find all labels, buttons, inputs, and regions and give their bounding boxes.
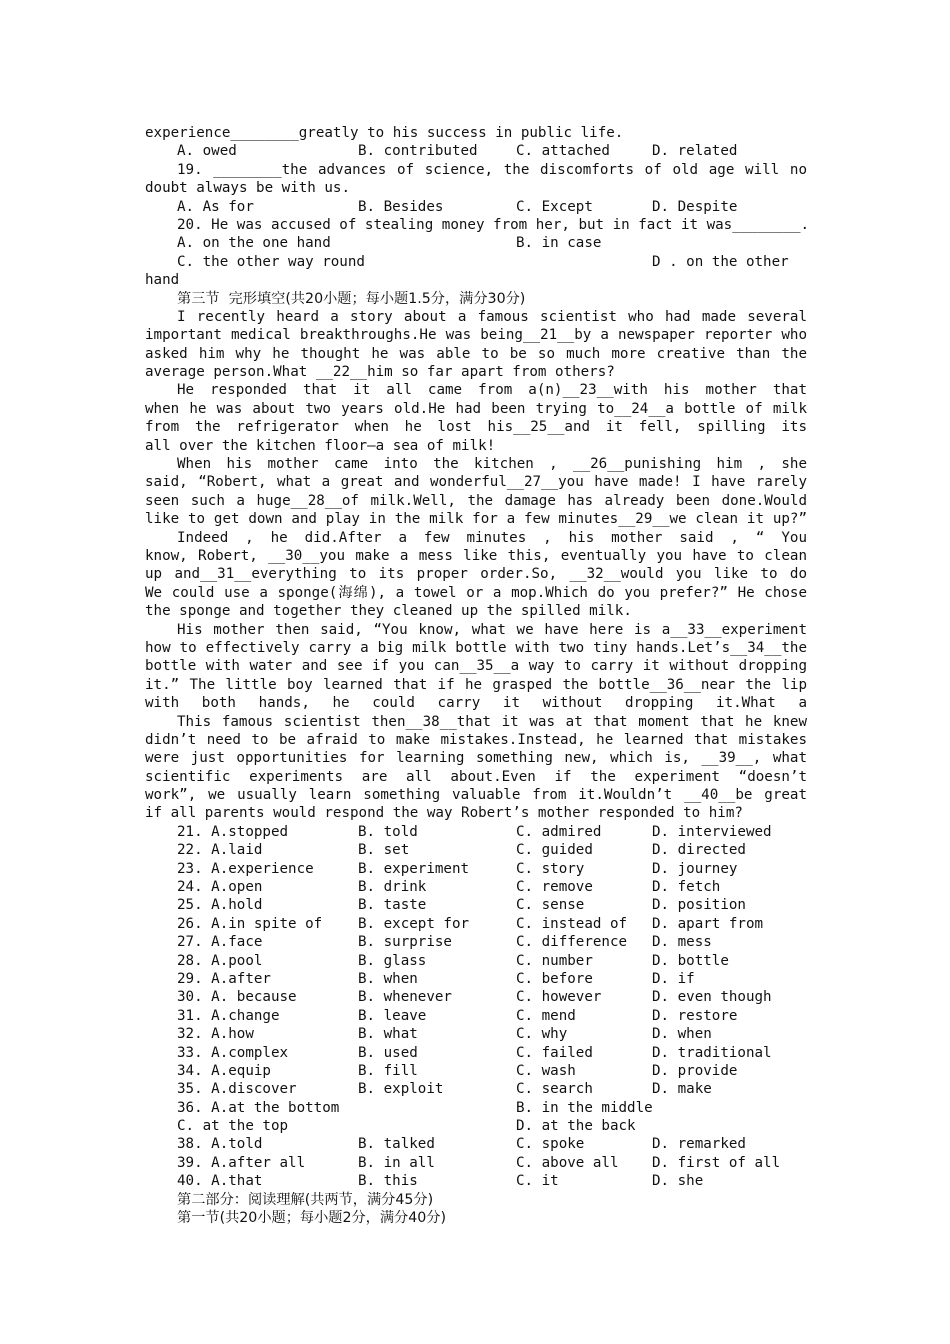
option-c: C. sense [516,897,585,914]
option-row [145,1025,807,1043]
option-a: 26. A.in spite of [177,915,323,932]
option-d: D. when [652,1026,712,1043]
option-b: B. talked [358,1136,435,1153]
option-c: C. wash [516,1062,576,1079]
option-a: 31. A.change [177,1007,280,1024]
option-row [145,933,807,951]
passage-line: important medical breakthroughs.He was being__21__by a newspaper reporter who [145,327,807,344]
option-c: C. admired [516,823,602,840]
passage-line: work”, we usually learn something valuable from it.Wouldn’t __40__be great [145,787,807,804]
passage-line: from the refrigerator when he lost his__25__and it fell, spilling its [145,419,807,436]
passage-line: all over the kitchen floor—a sea of milk! [145,437,496,454]
passage-line: average person.What __22__him so far apart from others? [145,364,615,381]
option-d: D. directed [652,842,746,859]
q36-option-a: 36. A.at the bottom [177,1099,340,1116]
option-c: C. failed [516,1044,593,1061]
cloze-options [145,823,807,1099]
option-row [145,988,807,1006]
option-c: C. story [516,860,585,877]
option-c: C. difference [516,934,628,951]
option-b: B. whenever [358,989,452,1006]
q18-option-c: C. attached [516,143,610,160]
passage-line: were just opportunities for learning something new, which is, __39__, what [145,750,807,767]
option-a: 39. A.after all [177,1154,306,1171]
q20-stem: 20. He was accused of stealing money from her, but in fact it was________. [177,216,810,233]
passage-line: know, Robert, __30__you make a mess like this, eventually you have to clean [145,547,807,564]
section3-title: 第三节 完形填空(共20小题；每小题1.5分，满分30分) [177,290,526,307]
q36-option-d: D. at the back [516,1118,636,1135]
q36-option-c: C. at the top [177,1118,289,1135]
q18-stem-tail: experience________greatly to his success in public life. [145,125,624,141]
passage-line: up and__31__everything to its proper order.So, __32__would you like to do [145,566,807,583]
passage-line: We could use a sponge(海绵), a towel or a mop.Which do you prefer?” He chose [145,584,807,601]
option-a: 24. A.open [177,879,263,896]
part2-title: 第二部分：阅读理解(共两节，满分45分) [177,1191,434,1208]
q19-option-a: A. As for [177,198,254,215]
option-d: D. interviewed [652,823,772,840]
passage-line: seen such a huge__28__of milk.Well, the damage has already been done.Would [145,492,807,509]
option-d: D. if [652,970,695,987]
option-b: B. this [358,1173,418,1190]
option-d: D. remarked [652,1136,746,1153]
q19-stem-line2: doubt always be with us. [145,180,350,197]
q20-option-a: A. on the one hand [177,235,331,252]
q18-option-a: A. owed [177,143,237,160]
passage-line: said, “Robert, what a great and wonderful__27__you have made! I have rarely [145,474,807,491]
option-d: D. even though [652,989,772,1006]
q20-options-ab [145,234,807,252]
option-a: 28. A.pool [177,952,263,969]
passage-line: I recently heard a story about a famous scientist who had made several [177,308,807,325]
option-row [145,1172,807,1190]
passage-line: how to effectively carry a big milk bottle with two tiny hands.Let’s__34__the [145,639,807,656]
option-a: 27. A.face [177,934,263,951]
option-a: 40. A.that [177,1173,263,1190]
q20-option-b: B. in case [516,235,602,252]
option-row [145,841,807,859]
option-c: C. search [516,1081,593,1098]
option-d: D. provide [652,1062,738,1079]
q19-options [145,198,807,216]
q18-option-d: D. related [652,143,738,160]
option-d: D. restore [652,1007,738,1024]
option-row [145,878,807,896]
option-row [145,1080,807,1098]
passage-line: like to get down and play in the milk for a few minutes__29__we clean it up?” [145,511,807,528]
passage-line: This famous scientist then__38__that it was at that moment that he knew [177,713,807,730]
passage-line: with both hands, he could carry it without dropping it.What a [145,695,807,712]
q36-options-ab [145,1099,807,1117]
passage-line: didn’t need to be afraid to make mistakes.Instead, he learned that mistakes [145,731,807,748]
option-c: C. remove [516,879,593,896]
q36-option-b: B. in the middle [516,1099,653,1116]
passage-line: When his mother came into the kitchen , __26__punishing him , she [177,456,807,473]
option-row [145,1154,807,1172]
option-a: 30. A. because [177,989,297,1006]
option-row [145,823,807,841]
passage-line: when he was about two years old.He had been trying to__24__a bottle of milk [145,400,807,417]
option-c: C. above all [516,1154,619,1171]
option-d: D. traditional [652,1044,772,1061]
passage-line: bottle with water and see if you can__35__a way to carry it without dropping [145,658,807,675]
option-a: 38. A.told [177,1136,263,1153]
option-row [145,1044,807,1062]
option-c: C. guided [516,842,593,859]
option-a: 22. A.laid [177,842,263,859]
q20-options-cd [145,253,807,271]
option-c: C. however [516,989,602,1006]
option-b: B. except for [358,915,470,932]
option-b: B. set [358,842,410,859]
option-d: D. fetch [652,879,721,896]
option-a: 32. A.how [177,1026,254,1043]
passage-line: the sponge and together they cleaned up the spilled milk. [145,603,632,620]
option-d: D. mess [652,934,712,951]
option-d: D. bottle [652,952,729,969]
option-row [145,970,807,988]
option-b: B. when [358,970,418,987]
part2-subtitle: 第一节(共20小题；每小题2分，满分40分) [177,1210,447,1227]
option-row [145,952,807,970]
option-a: 35. A.discover [177,1081,297,1098]
q20-option-d: D . on the other [652,253,789,270]
option-b: B. leave [358,1007,427,1024]
option-a: 25. A.hold [177,897,263,914]
option-b: B. taste [358,897,427,914]
option-d: D. make [652,1081,712,1098]
option-c: C. mend [516,1007,576,1024]
q20-option-d-cont: hand [145,272,180,289]
passage-line: it.” The little boy learned that if he grasped the bottle__36__near the lip [145,676,807,693]
option-row [145,1062,807,1080]
option-row [145,896,807,914]
option-a: 29. A.after [177,970,271,987]
option-d: D. position [652,897,746,914]
q18-option-b: B. contributed [358,143,478,160]
passage-line: if all parents would respond the way Robert’s mother responded to him? [145,805,743,822]
option-row [145,860,807,878]
q20-option-c: C. the other way round [177,253,365,270]
option-d: D. first of all [652,1154,781,1171]
option-a: 33. A.complex [177,1044,289,1061]
cloze-options-end [145,1135,807,1190]
passage-line: asked him why he thought he was able to be so much more creative than the [145,345,807,362]
option-c: C. spoke [516,1136,585,1153]
q18-options [145,142,807,160]
option-b: B. fill [358,1062,418,1079]
option-d: D. journey [652,860,738,877]
passage-line: scientific experiments are all about.Even if the experiment “doesn’t [145,768,807,785]
option-b: B. surprise [358,934,452,951]
passage-line: His mother then said, “You know, what we have here is a__33__experiment [177,621,807,638]
option-b: B. glass [358,952,427,969]
option-b: B. in all [358,1154,435,1171]
passage-line: Indeed , he did.After a few minutes , his mother said , “ You [177,529,807,546]
q19-option-d: D. Despite [652,198,738,215]
option-b: B. what [358,1026,418,1043]
option-c: C. before [516,970,593,987]
q36-options-cd [145,1117,807,1135]
option-a: 21. A.stopped [177,823,289,840]
option-row [145,1135,807,1153]
option-a: 34. A.equip [177,1062,271,1079]
option-c: C. instead of [516,915,628,932]
q19-stem-line1: 19. ________the advances of science, the discomforts of old age will no [177,161,807,178]
option-d: D. apart from [652,915,764,932]
option-b: B. used [358,1044,418,1061]
option-c: C. why [516,1026,568,1043]
option-b: B. drink [358,879,427,896]
exam-page [145,124,810,1227]
option-a: 23. A.experience [177,860,314,877]
option-b: B. experiment [358,860,470,877]
cloze-passage [145,308,807,823]
option-b: B. exploit [358,1081,444,1098]
option-b: B. told [358,823,418,840]
q19-option-b: B. Besides [358,198,444,215]
option-row [145,1007,807,1025]
option-row [145,915,807,933]
passage-line: He responded that it all came from a(n)__23__with his mother that [177,382,807,399]
option-c: C. it [516,1173,559,1190]
q19-option-c: C. Except [516,198,593,215]
option-d: D. she [652,1173,704,1190]
option-c: C. number [516,952,593,969]
